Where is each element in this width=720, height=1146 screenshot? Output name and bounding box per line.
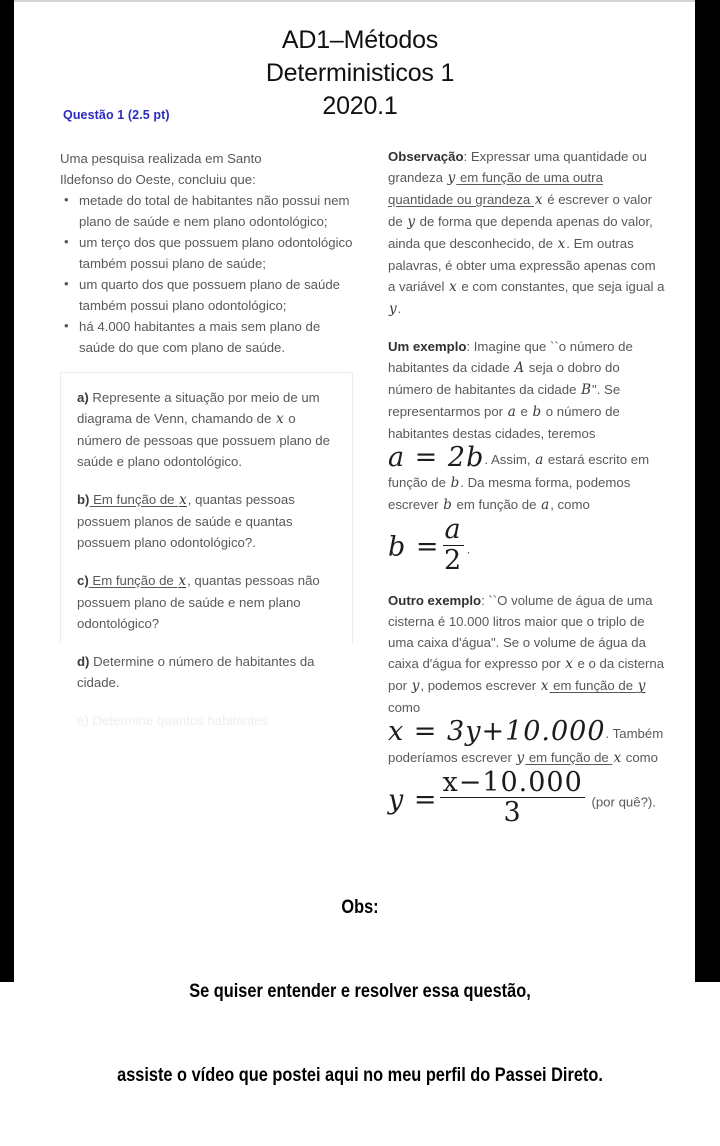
list-item: • um terço dos que possuem plano odontológico também possui plano de saúde;	[77, 232, 353, 274]
example1-var-b2: b	[450, 475, 460, 492]
example2-text-4: como	[388, 700, 421, 716]
example2-text-2: e o da cisterna por	[388, 656, 665, 694]
observation-underlined-1: em função de uma outra quantidade ou grandeza	[388, 170, 603, 207]
example2-label: Outro exemplo	[388, 593, 482, 609]
example1-text-9: em função de	[452, 497, 541, 513]
question-intro	[60, 148, 353, 190]
subquestion-a-label: a)	[77, 390, 89, 405]
subquestion-b-underlined: Em função de	[89, 492, 179, 507]
list-item: • metade do total de habitantes não possui nem plano de saúde e nem plano odontológico;	[77, 190, 353, 232]
subquestion-c-label: c)	[77, 573, 89, 588]
example1-paragraph	[388, 336, 666, 444]
example2-var-y1: y	[411, 678, 420, 695]
bottom-note-line-1: Obs:	[341, 897, 379, 918]
subquestion-d-label: d)	[77, 654, 90, 669]
example1-text-3: ". Se representarmos por	[388, 382, 621, 419]
example2-text-5: . Também poderíamos escrever	[388, 726, 664, 765]
example2-var-x2: x	[540, 678, 549, 695]
equation-x-equals-3y-plus-10000: x = 3y+10.000	[388, 716, 606, 748]
intro-line-2: Ildefonso do Oeste, concluiu que:	[60, 172, 256, 187]
observation-var-x1: x	[534, 192, 543, 208]
observation-var-y2: y	[407, 214, 415, 230]
list-item: • há 4.000 habitantes a mais sem plano de saúde do que com plano de saúde.	[77, 316, 353, 358]
equation-a-equals-2b: a = 2b	[388, 442, 485, 473]
observation-text-2: é escrever o valor de	[388, 192, 653, 229]
subquestion-b-label: b)	[77, 492, 90, 507]
subquestion-d-text: Determine o número de habitantes da cidade.	[77, 654, 315, 690]
example2-var-y3: y	[516, 749, 525, 766]
subquestion-c-underlined: Em função de	[88, 573, 178, 588]
example2-var-y2: y	[637, 678, 646, 695]
bottom-note-line-3: assiste o vídeo que postei aqui no meu perfil do Passei Direto.	[117, 1065, 603, 1086]
equation-b-lhs: b =	[388, 531, 440, 563]
intro-line-1: Uma pesquisa realizada em Santo	[60, 151, 262, 166]
example1-text-7: estará escrito em função de	[388, 452, 650, 491]
subquestion-c	[77, 570, 338, 634]
left-column	[60, 108, 353, 728]
observation-var-x3: x	[449, 279, 457, 295]
example1-fraction-line	[388, 516, 666, 574]
example1-text-4: e	[516, 404, 532, 419]
fraction-x-minus-10000-over-3	[437, 766, 587, 829]
observation-text-3: de forma que dependa apenas do valor, ainda que desconhecido, de	[388, 214, 653, 251]
subquestion-c-variable: x	[178, 573, 187, 589]
bottom-note-line-2: Se quiser entender e resolver essa questão,	[189, 981, 531, 1002]
subquestions-box	[60, 372, 353, 728]
subquestion-a-text-1: Represente a situação por meio de um diagrama de Venn, chamando de	[77, 390, 320, 426]
example2-underlined-2: em função de	[525, 749, 613, 765]
equation-b-equals-a-over-2	[388, 516, 467, 574]
example1-text-10: , como	[550, 497, 590, 513]
example2-text-1: : ``O volume de água de uma cisterna é 10.000 litros maior que o triplo de uma caixa d'água". Se o volume de água da caixa d'água for expresso por	[388, 593, 653, 672]
example2-var-x1: x	[565, 656, 573, 673]
example1-text-2: seja o dobro do número de habitantes da cidade	[388, 360, 620, 397]
subquestion-cutoff-line: e) Determine quantos habitantes	[77, 713, 269, 728]
equation-y-equals-x-minus-10000-over-3	[388, 766, 588, 829]
observation-var-y1: y	[447, 170, 456, 186]
example2-var-x3: x	[613, 749, 622, 766]
top-divider-rule	[14, 0, 695, 2]
example1-label: Um exemplo	[388, 339, 467, 354]
observation-var-x2: x	[557, 236, 566, 252]
example2-paragraph	[388, 590, 666, 718]
equation-y-lhs: y =	[388, 784, 438, 816]
observation-label: Observação	[388, 149, 464, 164]
right-column	[388, 146, 666, 843]
example1-var-b3: b	[443, 497, 452, 514]
example1-text-6: . Assim,	[484, 452, 535, 467]
observation-var-y3: y	[389, 301, 397, 317]
example2-text-6: como	[622, 749, 658, 765]
subquestion-b	[77, 489, 338, 553]
example2-underlined-1: em função de	[549, 678, 637, 694]
subquestion-a-variable: x	[275, 411, 284, 427]
fraction-denominator: 3	[503, 797, 522, 829]
question-heading: Questão 1 (2.5 pt)	[63, 108, 170, 122]
example1-var-b1: b	[532, 404, 542, 420]
fraction-denominator: 2	[443, 544, 463, 576]
example1-var-a3: a	[541, 497, 550, 514]
bottom-note	[50, 838, 669, 1146]
example1-var-A: A	[514, 360, 525, 376]
question-facts-list	[60, 190, 353, 358]
observation-text-4: . Em outras palavras, é obter uma expressão apenas com a variável	[388, 236, 656, 294]
observation-text-6: .	[397, 301, 402, 316]
observation-text-1: : Expressar uma quantidade ou grandeza	[388, 149, 647, 185]
example1-var-a2: a	[535, 452, 544, 468]
fraction-a-over-2	[440, 516, 467, 574]
list-item: • um quarto dos que possuem plano de saúde também possui plano odontológico;	[77, 274, 353, 316]
example1-text-11: .	[466, 541, 471, 557]
example2-fraction-line	[388, 766, 666, 829]
title-line-2: Deterministicos 1	[265, 59, 455, 87]
observation-text-5: e com constantes, que seja igual a	[457, 279, 665, 294]
example1-equation-line	[388, 444, 666, 516]
title-line-3: 2020.1	[322, 92, 398, 120]
example1-text-5: o número de habitantes destas cidades, teremos	[388, 404, 620, 441]
subquestion-b-text: , quantas pessoas possuem planos de saúde e quantas possuem plano odontológico?.	[77, 492, 295, 550]
subquestion-d	[77, 651, 338, 693]
left-letterbox-bar	[0, 0, 14, 982]
subquestion-a-text-2: o número de pessoas que possuem plano de saúde e plano odontológico.	[77, 411, 330, 469]
observation-paragraph	[388, 146, 666, 320]
example1-text-8: . Da mesma forma, podemos escrever	[388, 475, 631, 513]
subquestion-b-variable: x	[179, 492, 187, 508]
fraction-numerator: a	[444, 514, 462, 546]
right-letterbox-bar	[695, 0, 720, 982]
example2-text-3: , podemos escrever	[420, 678, 540, 694]
example2-equation-line	[388, 718, 666, 768]
example1-text-1: : Imagine que ``o número de habitantes da cidade	[388, 339, 633, 375]
fraction-numerator: x−10.000	[442, 766, 583, 798]
subquestion-c-text: , quantas pessoas não possuem plano de saúde e nem plano odontológico?	[77, 573, 320, 631]
title-line-1: AD1–Métodos	[281, 26, 439, 54]
example1-var-B: B	[581, 382, 592, 398]
subquestion-a	[77, 387, 338, 472]
example1-var-a1: a	[507, 404, 516, 420]
example2-text-7: (por quê?).	[587, 794, 656, 810]
